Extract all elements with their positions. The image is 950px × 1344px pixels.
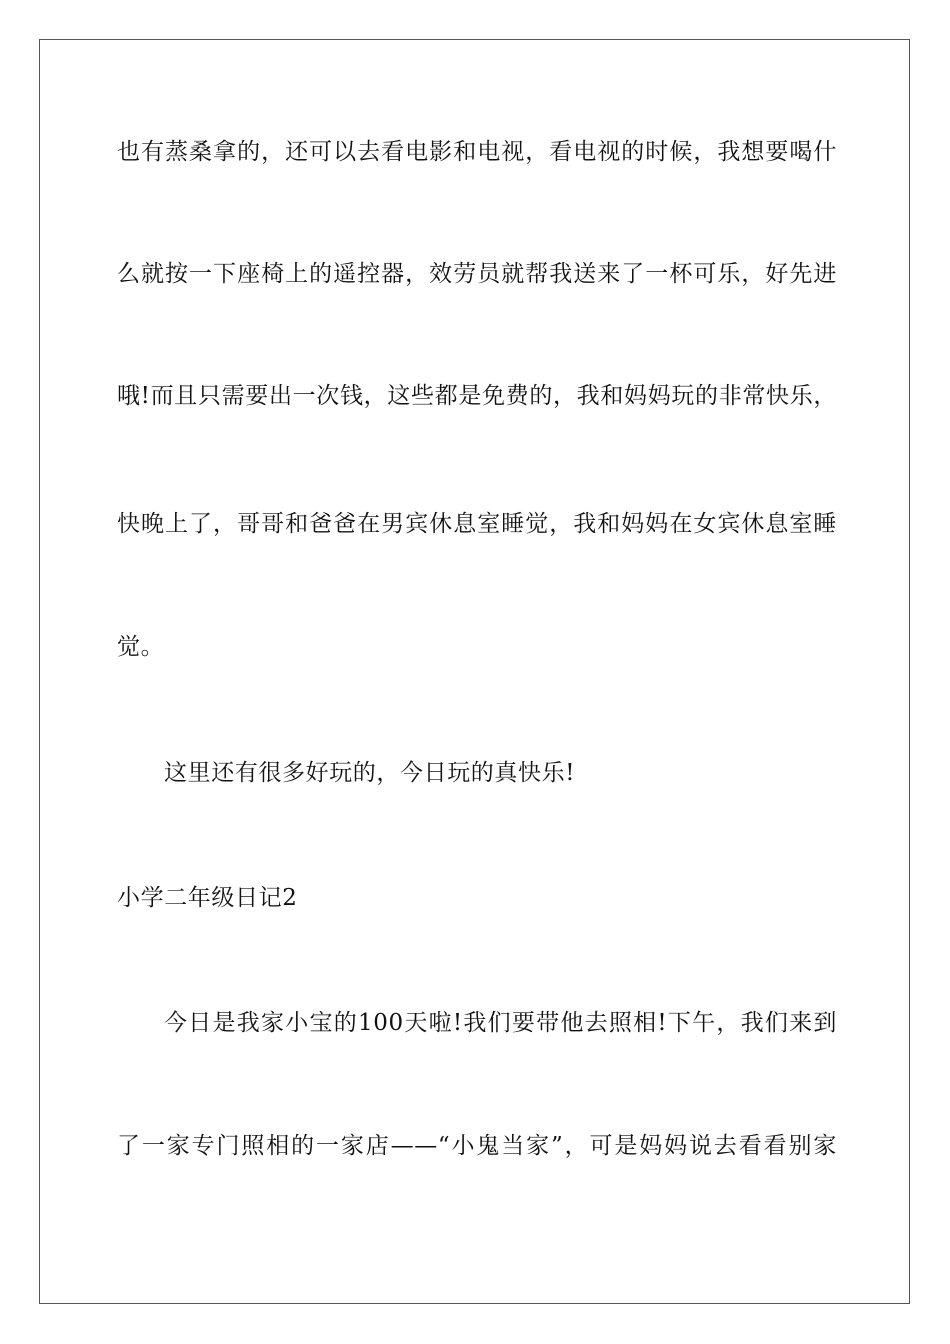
paragraph-line-7: 今日是我家小宝的100天啦!我们要带他去照相!下午，我们来到 (164, 1010, 837, 1036)
paragraph-line-3: 哦!而且只需要出一次钱，这些都是免费的，我和妈妈玩的非常快乐， (117, 383, 837, 409)
paragraph-line-6: 这里还有很多好玩的，今日玩的真快乐! (164, 760, 576, 786)
paragraph-line-5: 觉。 (117, 634, 165, 660)
paragraph-line-1: 也有蒸桑拿的，还可以去看电影和电视，看电视的时候，我想要喝什 (117, 139, 837, 165)
section-heading: 小学二年级日记2 (117, 885, 298, 911)
paragraph-line-8: 了一家专门照相的一家店——“小鬼当家”，可是妈妈说去看看别家 (117, 1133, 837, 1159)
paragraph-line-4: 快晚上了，哥哥和爸爸在男宾休息室睡觉，我和妈妈在女宾休息室睡 (117, 511, 837, 537)
page-frame (39, 39, 910, 1304)
paragraph-line-2: 么就按一下座椅上的遥控器，效劳员就帮我送来了一杯可乐，好先进 (117, 261, 837, 287)
